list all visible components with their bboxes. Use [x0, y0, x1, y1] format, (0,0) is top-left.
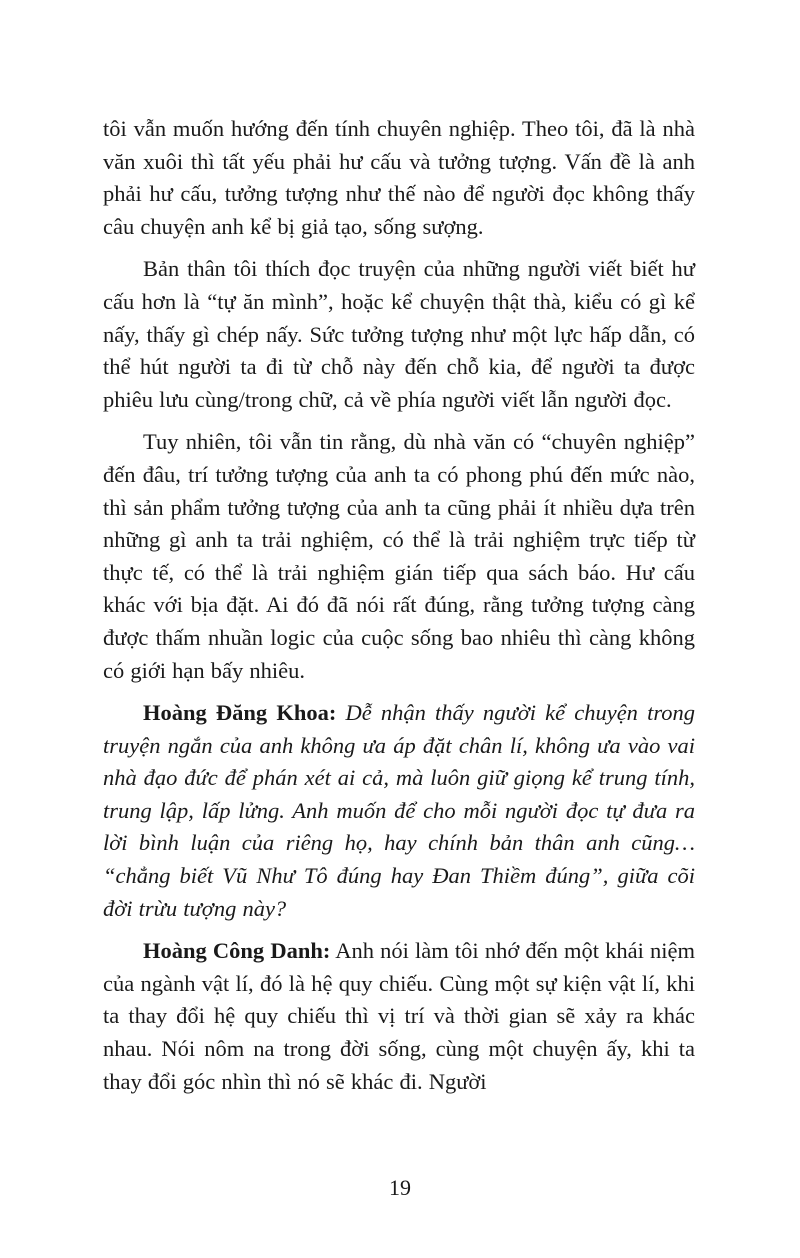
paragraph-imagination-experience: Tuy nhiên, tôi vẫn tin rằng, dù nhà văn có “chuyên nghiệp” đến đâu, trí tưởng tượng của anh ta có phong phú đến mức nào, thì sản phẩm tưởng tượng của anh ta cũng phải ít nhiều dựa trên những gì anh ta trải nghiệm, có thể là trải nghiệm trực tiếp từ thực tế, có thể là trải nghiệm gián tiếp qua sách báo. Hư cấu khác với bịa đặt. Ai đó đã nói rất đúng, rằng tưởng tượng càng được thấm nhuần logic của cuộc sống bao nhiêu thì càng không có giới hạn bấy nhiêu. — [103, 429, 695, 683]
speaker-name-author: Hoàng Công Danh: — [143, 938, 331, 964]
paragraph-continuation: tôi vẫn muốn hướng đến tính chuyên nghiệp. Theo tôi, đã là nhà văn xuôi thì tất yếu phải hư cấu và tưởng tượng. Vấn đề là anh phải hư cấu, tưởng tượng như thế nào để người đọc không thấy câu chuyện anh kể bị giả tạo, sống sượng. — [103, 116, 695, 239]
answer-text: Anh nói làm tôi nhớ đến một khái niệm của ngành vật lí, đó là hệ quy chiếu. Cùng một sự kiện vật lí, khi ta thay đổi hệ quy chiếu thì vị trí và thời gian sẽ xảy ra khác nhau. Nói nôm na trong đời sống, cùng một chuyện ấy, khi ta thay đổi góc nhìn thì nó sẽ khác đi. Người — [103, 938, 696, 1094]
interview-question — [103, 697, 695, 925]
interview-answer — [103, 935, 695, 1098]
book-page-body — [103, 113, 695, 1108]
question-text: Dễ nhận thấy người kể chuyện trong truyện ngắn của anh không ưa áp đặt chân lí, không ưa vào vai nhà đạo đức để phán xét ai cả, mà luôn giữ giọng kể trung tính, trung lập, lấp lửng. Anh muốn để cho mỗi người đọc tự đưa ra lời bình luận của riêng họ, hay chính bản thân anh cũng… “chẳng biết Vũ Như Tô đúng hay Đan Thiềm đúng”, giữa cõi đời trừu tượng này? — [103, 700, 696, 921]
speaker-name-interviewer: Hoàng Đăng Khoa: — [143, 700, 337, 726]
page-number: 19 — [389, 1175, 411, 1200]
paragraph-fiction-preference: Bản thân tôi thích đọc truyện của những người viết biết hư cấu hơn là “tự ăn mình”, hoặc kể chuyện thật thà, kiểu có gì kể nấy, thấy gì chép nấy. Sức tưởng tượng như một lực hấp dẫn, có thể hút người ta đi từ chỗ này đến chỗ kia, để người ta được phiêu lưu cùng/trong chữ, cả về phía người viết lẫn người đọc. — [103, 256, 695, 412]
